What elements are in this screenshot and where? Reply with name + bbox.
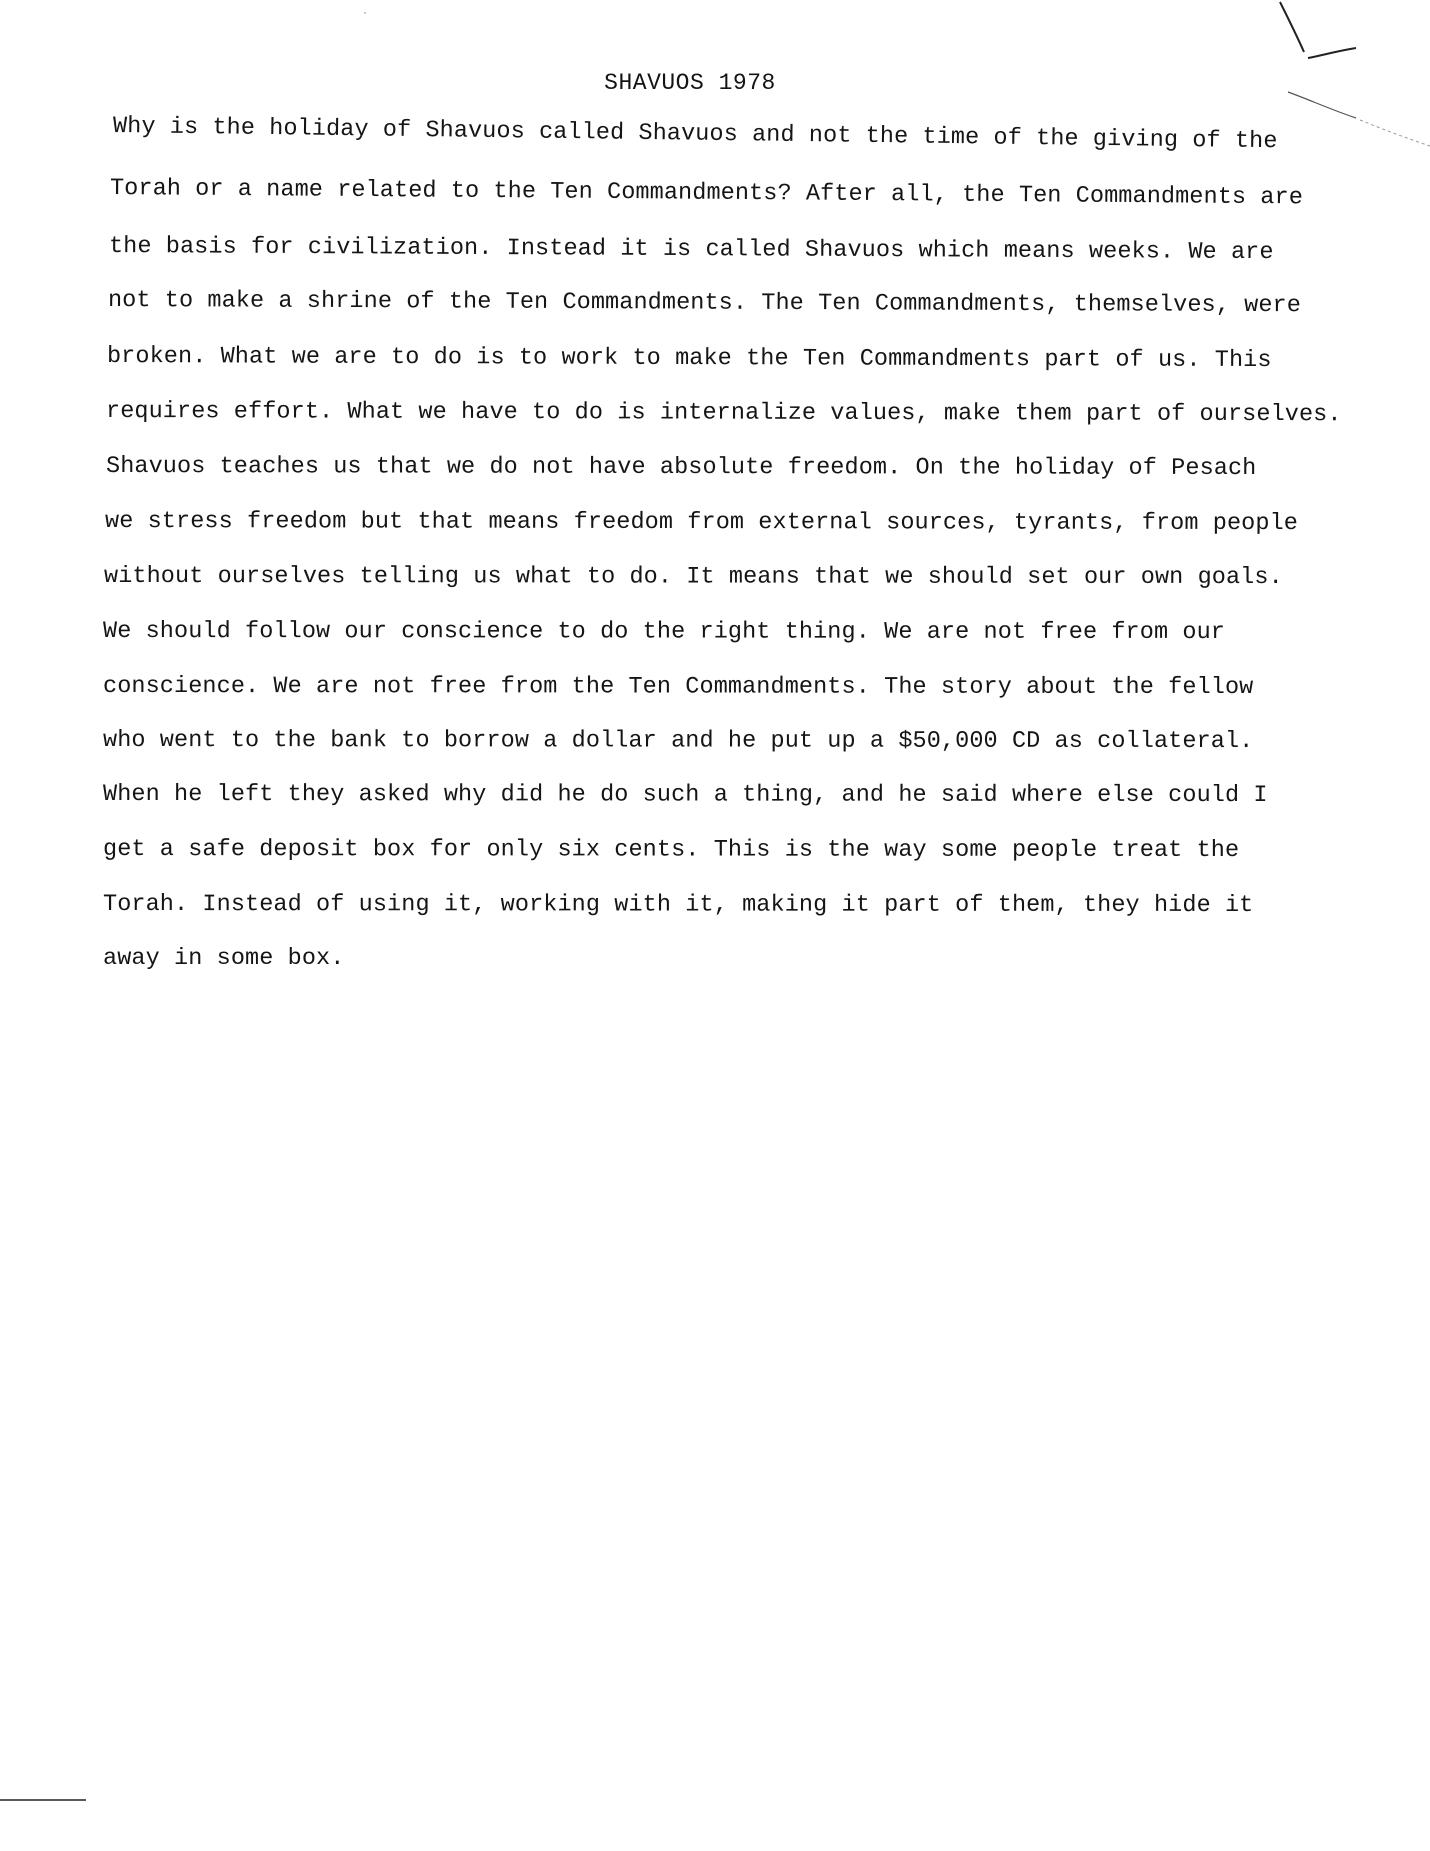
margin-rule — [0, 1795, 90, 1805]
text-line: Why is the holiday of Shavuos called Shavuos and not the time of the giving of the — [112, 113, 1278, 156]
text-line: who went to the bank to borrow a dollar and he put up a $50,000 CD as collateral. — [102, 727, 1254, 756]
text-line: requires effort. What we have to do is internalize values, make them part of ourselves. — [105, 398, 1342, 429]
text-line: Torah or a name related to the Ten Commandments? After all, the Ten Commandments are — [109, 175, 1304, 212]
text-line: When he left they asked why did he do such a thing, and he said where else could I — [102, 781, 1268, 810]
text-line: Torah. Instead of using it, working with it, making it part of them, they hide it — [102, 891, 1254, 920]
page-title: SHAVUOS 1978 — [604, 70, 776, 96]
text-line: the basis for civilization. Instead it is called Shavuos which means weeks. We are — [108, 233, 1274, 267]
text-line: We should follow our conscience to do the right thing. We are not free from our — [102, 618, 1225, 646]
text-line: we stress freedom but that means freedom from external sources, tyrants, from people — [104, 508, 1299, 538]
text-line: get a safe deposit box for only six cents. This is the way some people treat the — [102, 836, 1240, 864]
text-line: Shavuos teaches us that we do not have absolute freedom. On the holiday of Pesach — [105, 453, 1257, 483]
text-line: without ourselves telling us what to do. It means that we should set our own goals. — [103, 563, 1283, 592]
text-line: away in some box. — [103, 945, 345, 972]
text-line: not to make a shrine of the Ten Commandments. The Ten Commandments, themselves, were — [107, 287, 1302, 320]
text-line: broken. What we are to do is to work to make the Ten Commandments part of us. This — [106, 343, 1272, 375]
text-line: conscience. We are not free from the Ten Commandments. The story about the fellow — [102, 673, 1254, 702]
